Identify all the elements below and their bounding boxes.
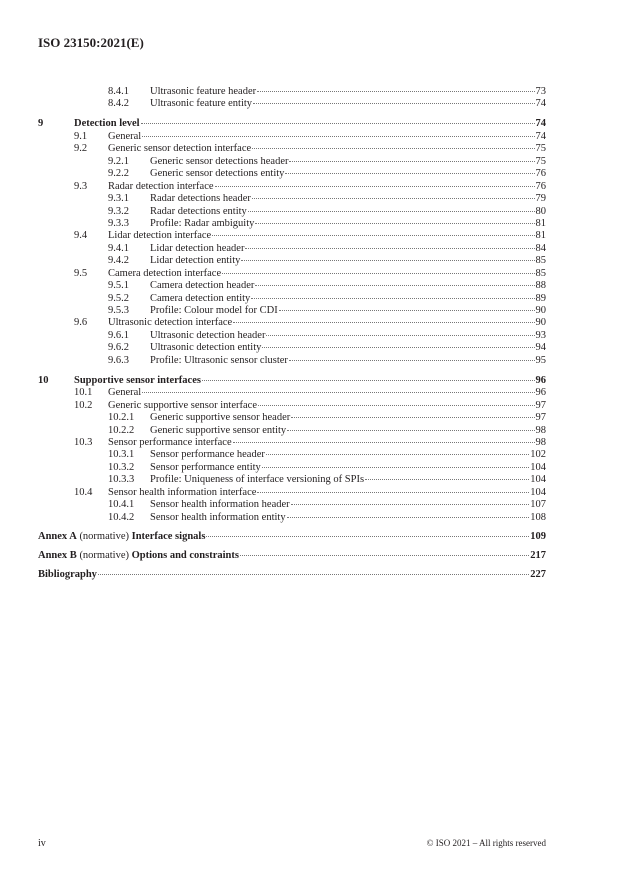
toc-entry-page: 217 xyxy=(530,549,546,561)
dot-leader xyxy=(285,173,534,174)
annex-qualifier: (normative) xyxy=(79,530,129,542)
toc-entry-page: 76 xyxy=(535,180,546,192)
dot-leader xyxy=(262,347,534,348)
toc-entry-page: 74 xyxy=(535,118,546,130)
toc-entry-title: Lidar detection entity xyxy=(150,255,241,267)
dot-leader xyxy=(255,223,534,224)
toc-entry-page: 75 xyxy=(535,155,546,167)
dot-leader xyxy=(257,492,529,493)
toc-entry-number: 9.2 xyxy=(74,143,88,155)
toc-entry-title: Ultrasonic detection header xyxy=(150,329,266,341)
toc-entry-number: 9.5.2 xyxy=(108,292,129,304)
toc-entry[interactable] xyxy=(38,156,546,168)
dot-leader xyxy=(206,536,529,537)
toc-entry-title: Radar detection interface xyxy=(108,180,214,192)
toc-entry-number: 9.6 xyxy=(74,317,88,329)
toc-entry-number: 9.3.1 xyxy=(108,193,129,205)
toc-entry[interactable] xyxy=(38,355,546,367)
dot-leader xyxy=(241,260,534,261)
toc-entry[interactable] xyxy=(38,230,546,242)
toc-entry-title: General xyxy=(108,387,142,399)
toc-entry[interactable] xyxy=(38,375,546,387)
dot-leader xyxy=(262,467,529,468)
toc-entry[interactable] xyxy=(38,293,546,305)
toc-entry-number: 10.4.2 xyxy=(108,511,135,523)
dot-leader xyxy=(245,248,534,249)
dot-leader xyxy=(289,360,535,361)
toc-entry-title: Sensor health information entity xyxy=(150,511,286,523)
toc-entry-title: Sensor health information header xyxy=(150,499,290,511)
toc-entry-page: 107 xyxy=(530,499,546,511)
toc-entry[interactable] xyxy=(38,131,546,143)
toc-entry-number: 9.2.1 xyxy=(108,155,129,167)
toc-annex-title xyxy=(38,550,239,562)
toc-entry-number: 9.4.1 xyxy=(108,242,129,254)
toc-entry-number: 9.6.2 xyxy=(108,342,129,354)
toc-entry-page: 84 xyxy=(535,242,546,254)
annex-label: Annex A xyxy=(38,530,77,542)
toc-entry-page: 85 xyxy=(535,255,546,267)
dot-leader xyxy=(240,555,529,556)
toc-entry-page: 74 xyxy=(535,130,546,142)
toc-entry-title: Generic sensor detections entity xyxy=(150,168,285,180)
toc-entry-page: 80 xyxy=(535,205,546,217)
toc-entry[interactable] xyxy=(38,268,546,280)
toc-entry-page: 95 xyxy=(535,354,546,366)
toc-entry-page: 102 xyxy=(530,449,546,461)
toc-entry-number: 10.4.1 xyxy=(108,499,135,511)
toc-entry-page: 227 xyxy=(530,568,546,580)
toc-entry-title: Lidar detection interface xyxy=(108,230,212,242)
toc-entry-number: 10.3 xyxy=(74,437,93,448)
toc-entry-number: 8.4.2 xyxy=(108,98,129,110)
toc-entry[interactable] xyxy=(38,330,546,342)
toc-entry-title: Sensor performance entity xyxy=(150,461,261,473)
toc-entry[interactable] xyxy=(38,218,546,230)
toc-entry-number: 9.3.2 xyxy=(108,205,129,217)
annex-title: Interface signals xyxy=(131,530,206,542)
toc-entry-title: Ultrasonic detection interface xyxy=(108,317,233,329)
toc-entry-page: 96 xyxy=(535,374,546,386)
toc-entry-title: Camera detection interface xyxy=(108,267,222,279)
toc-entry-page: 90 xyxy=(535,305,546,317)
toc-entry-number: 8.4.1 xyxy=(108,86,129,97)
toc-entry-title: Radar detections header xyxy=(150,193,251,205)
toc-entry[interactable] xyxy=(38,280,546,292)
toc-entry-page: 104 xyxy=(530,486,546,498)
toc-entry[interactable] xyxy=(38,317,546,329)
dot-leader xyxy=(255,285,534,286)
toc-entry[interactable] xyxy=(38,462,546,474)
toc-entry-page: 94 xyxy=(535,342,546,354)
toc-entry-number: 9.3.3 xyxy=(108,217,129,229)
toc-entry-number: 10.2.2 xyxy=(108,424,135,436)
document-header: ISO 23150:2021(E) xyxy=(38,35,144,50)
toc-entry-title: Generic supportive sensor interface xyxy=(108,399,257,411)
toc-entry-number: 10 xyxy=(38,374,49,386)
toc-entry-page: 104 xyxy=(530,474,546,486)
toc-entry-number: 10.1 xyxy=(74,387,93,399)
dot-leader xyxy=(253,103,534,104)
toc-entry[interactable] xyxy=(38,499,546,511)
annex-qualifier: (normative) xyxy=(79,549,129,561)
toc-entry-number: 10.2.1 xyxy=(108,412,135,424)
toc-entry-page: 104 xyxy=(530,461,546,473)
toc-entry-title: Camera detection entity xyxy=(150,292,251,304)
toc-entry-page: 81 xyxy=(535,230,546,242)
toc-entry-number: 10.3.1 xyxy=(108,449,135,461)
toc-entry[interactable] xyxy=(38,487,546,499)
toc-entry[interactable] xyxy=(38,143,546,155)
toc-entry-page: 108 xyxy=(530,511,546,523)
toc-entry-title: Sensor performance header xyxy=(150,449,265,461)
toc-entry-title: Detection level xyxy=(74,118,140,130)
toc-entry-title: Supportive sensor interfaces xyxy=(74,374,201,386)
table-of-contents xyxy=(38,86,546,581)
dot-leader xyxy=(251,298,534,299)
toc-entry-number: 9.4 xyxy=(74,230,88,242)
dot-leader xyxy=(257,91,534,92)
toc-entry[interactable] xyxy=(38,243,546,255)
toc-annex-title xyxy=(38,531,205,543)
toc-entry[interactable] xyxy=(38,512,546,524)
toc-entry-page: 96 xyxy=(535,387,546,399)
toc-entry-title: Sensor performance interface xyxy=(108,437,232,448)
toc-entry[interactable] xyxy=(38,86,546,98)
page-number: iv xyxy=(38,838,46,849)
toc-entry-number: 9 xyxy=(38,118,44,130)
dot-leader xyxy=(266,454,529,455)
toc-entry-title: Lidar detection header xyxy=(150,242,245,254)
toc-entry-number: 9.6.3 xyxy=(108,354,129,366)
toc-entry-page: 85 xyxy=(535,267,546,279)
toc-entry-title: Generic supportive sensor entity xyxy=(150,424,287,436)
toc-entry-page: 79 xyxy=(535,193,546,205)
toc-entry-number: 9.3 xyxy=(74,180,88,192)
toc-entry[interactable] xyxy=(38,412,546,424)
toc-annex-title xyxy=(38,569,97,581)
dot-leader xyxy=(233,442,535,443)
dot-leader xyxy=(279,310,535,311)
toc-entry-title: Profile: Ultrasonic sensor cluster xyxy=(150,354,288,366)
toc-entry-page: 97 xyxy=(535,399,546,411)
toc-entry-number: 9.5 xyxy=(74,267,88,279)
toc-entry-page: 76 xyxy=(535,168,546,180)
toc-entry[interactable] xyxy=(38,255,546,267)
toc-entry-title: Radar detections entity xyxy=(150,205,247,217)
annex-label: Annex B xyxy=(38,549,77,561)
toc-annex-entry[interactable] xyxy=(38,569,546,582)
toc-entry-number: 9.4.2 xyxy=(108,255,129,267)
toc-entry[interactable] xyxy=(38,168,546,180)
toc-entry-title: Generic sensor detections header xyxy=(150,155,289,167)
toc-entry-title: General xyxy=(108,130,142,142)
toc-entry[interactable] xyxy=(38,118,546,130)
dot-leader xyxy=(291,504,530,505)
dot-leader xyxy=(141,123,535,124)
annex-title: Bibliography xyxy=(38,568,97,580)
toc-entry[interactable] xyxy=(38,437,546,449)
toc-entry-page: 98 xyxy=(535,424,546,436)
dot-leader xyxy=(202,380,535,381)
dot-leader xyxy=(266,335,534,336)
toc-entry-page: 81 xyxy=(535,217,546,229)
dot-leader xyxy=(142,392,534,393)
dot-leader xyxy=(365,479,529,480)
toc-entry-title: Profile: Radar ambiguity xyxy=(150,217,255,229)
toc-annex-entry[interactable] xyxy=(38,531,546,544)
toc-entry[interactable] xyxy=(38,181,546,193)
toc-entry-page: 75 xyxy=(535,143,546,155)
dot-leader xyxy=(215,186,535,187)
toc-entry-number: 10.3.2 xyxy=(108,461,135,473)
toc-entry-page: 73 xyxy=(535,86,546,97)
toc-entry-page: 90 xyxy=(535,317,546,329)
toc-entry[interactable] xyxy=(38,342,546,354)
toc-entry-title: Ultrasonic feature header xyxy=(150,86,257,97)
toc-entry-number: 9.6.1 xyxy=(108,329,129,341)
toc-entry[interactable] xyxy=(38,387,546,399)
dot-leader xyxy=(233,322,534,323)
toc-entry-page: 97 xyxy=(535,412,546,424)
dot-leader xyxy=(248,211,535,212)
toc-annex-entry[interactable] xyxy=(38,550,546,563)
dot-leader xyxy=(222,273,534,274)
dot-leader xyxy=(287,430,534,431)
toc-entry-title: Profile: Colour model for CDI xyxy=(150,305,278,317)
toc-entry-title: Profile: Uniqueness of interface versioning of SPIs xyxy=(150,474,365,486)
copyright-notice: © ISO 2021 – All rights reserved xyxy=(426,838,546,848)
toc-entry[interactable] xyxy=(38,98,546,110)
toc-entry[interactable] xyxy=(38,400,546,412)
toc-entry-number: 10.2 xyxy=(74,399,93,411)
toc-entry-number: 9.2.2 xyxy=(108,168,129,180)
dot-leader xyxy=(258,405,535,406)
dot-leader xyxy=(287,517,530,518)
toc-entry[interactable] xyxy=(38,474,546,486)
toc-entry-number: 9.5.1 xyxy=(108,280,129,292)
toc-entry-page: 89 xyxy=(535,292,546,304)
toc-entry[interactable] xyxy=(38,206,546,218)
toc-entry-title: Ultrasonic feature entity xyxy=(150,98,253,110)
dot-leader xyxy=(142,136,534,137)
dot-leader xyxy=(291,417,534,418)
dot-leader xyxy=(98,574,529,575)
toc-entry-page: 93 xyxy=(535,329,546,341)
toc-entry-number: 9.1 xyxy=(74,130,88,142)
toc-entry-title: Generic sensor detection interface xyxy=(108,143,252,155)
dot-leader xyxy=(289,161,534,162)
dot-leader xyxy=(252,148,534,149)
toc-entry-page: 74 xyxy=(535,98,546,110)
toc-entry[interactable] xyxy=(38,193,546,205)
toc-entry-title: Generic supportive sensor header xyxy=(150,412,291,424)
toc-entry[interactable] xyxy=(38,305,546,317)
toc-entry-page: 98 xyxy=(535,437,546,448)
toc-entry-title: Ultrasonic detection entity xyxy=(150,342,262,354)
toc-entry-title: Camera detection header xyxy=(150,280,255,292)
toc-entry-number: 10.4 xyxy=(74,486,93,498)
toc-entry[interactable] xyxy=(38,449,546,461)
toc-entry-number: 10.3.3 xyxy=(108,474,135,486)
toc-entry-number: 9.5.3 xyxy=(108,305,129,317)
toc-entry-page: 88 xyxy=(535,280,546,292)
annex-title: Options and constraints xyxy=(131,549,239,561)
toc-entry-title: Sensor health information interface xyxy=(108,486,257,498)
dot-leader xyxy=(212,235,534,236)
toc-entry-page: 109 xyxy=(530,530,546,542)
dot-leader xyxy=(252,198,535,199)
toc-entry[interactable] xyxy=(38,425,546,437)
